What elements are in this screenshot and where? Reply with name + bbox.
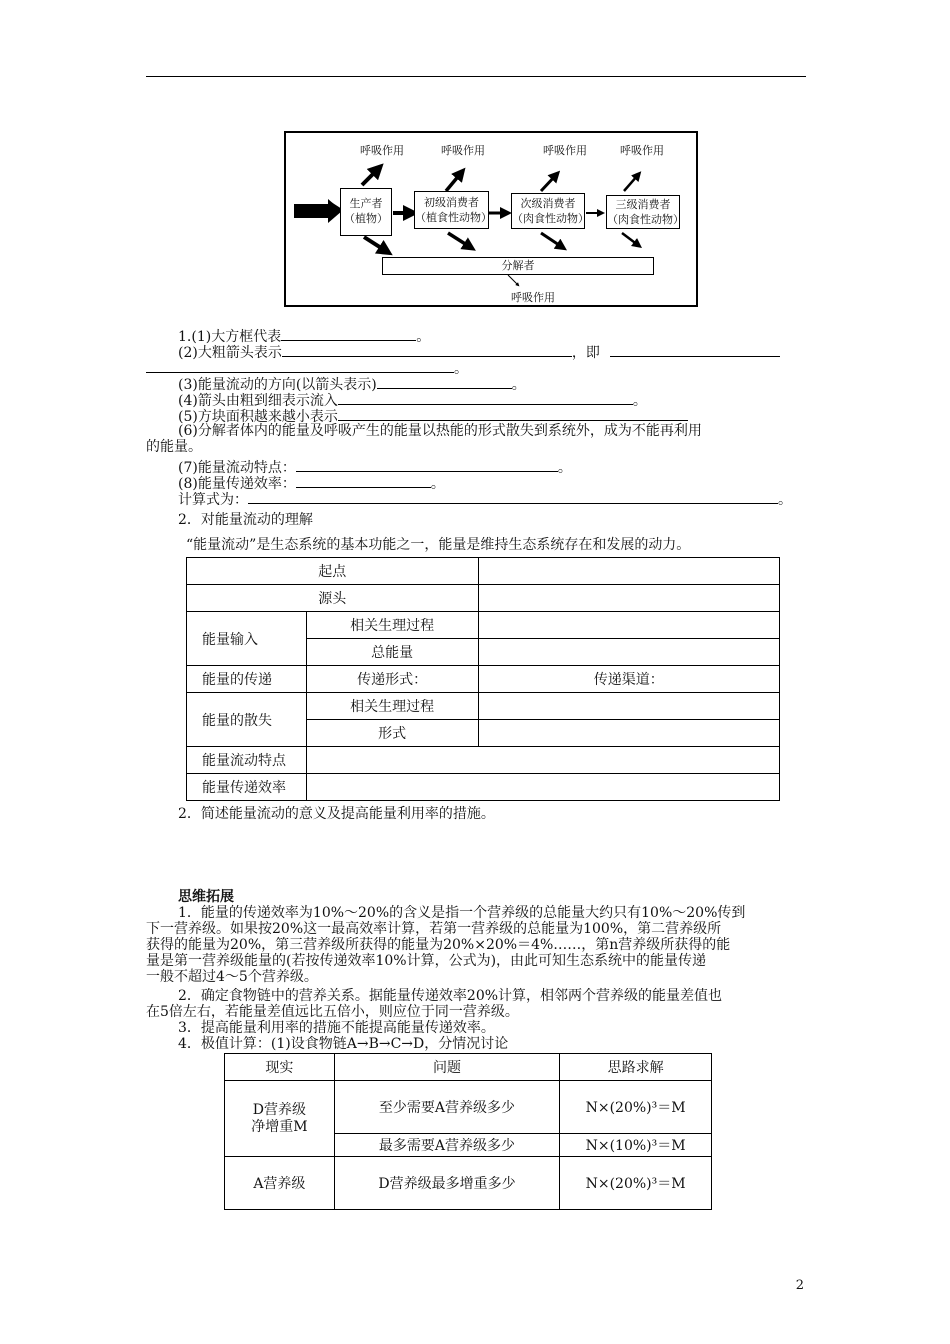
cell-channel: 传递渠道： (478, 666, 779, 693)
th-reality: 现实 (225, 1054, 335, 1081)
cell-total-answer[interactable] (478, 639, 779, 666)
primary-label: 初级消费者 (424, 196, 479, 209)
blank-2c[interactable] (146, 359, 454, 373)
q1-l3-end: 。 (511, 377, 526, 393)
cell-form: 传递形式： (306, 666, 478, 693)
ext-p1-line2: 下一营养级。如果按20%这一最高效率计算，若第一营养级的总能量为100%，第二营养级所 (146, 921, 722, 937)
producer-sub: （植物） (344, 212, 388, 225)
cell-process2: 相关生理过程 (306, 693, 478, 720)
q1-l6b-text: 的能量。 (146, 439, 202, 455)
extreme-calc-table (224, 1053, 712, 1210)
cell-yuantou: 源头 (187, 585, 479, 612)
ext-p2-line2: 在5倍左右，若能量差值远比五倍小，则应位于同一营养级。 (146, 1004, 519, 1020)
respiration-label-5: 呼吸作用 (511, 291, 555, 304)
q1-l1-end: 。 (416, 329, 431, 345)
cell-form2: 形式 (306, 720, 478, 747)
q2-after: 2．简述能量流动的意义及提高能量利用率的措施。 (178, 806, 495, 822)
respiration-label-1: 呼吸作用 (360, 144, 404, 157)
blank-4[interactable] (338, 391, 633, 405)
cell-d-level-2: 净增重M (251, 1118, 308, 1135)
ext-p2-line1: 2．确定食物链中的营养关系。据能量传递效率20%计算，相邻两个营养级的能量差值也 (178, 988, 723, 1004)
ext-p1-line1: 1．能量的传递效率为10%～20%的含义是指一个营养级的总能量大约只有10%～20%传到 (178, 905, 746, 921)
ext-p4: 4．极值计算：(1)设食物链A→B→C→D，分情况讨论 (178, 1036, 509, 1052)
cell-efficiency: 能量传递效率 (187, 774, 307, 801)
q1-l4-text: (4)箭头由粗到细表示流入 (178, 393, 338, 409)
ext-p1-line3: 获得的能量为20%，第三营养级所获得的能量为20%×20%＝4%……，第n营养级所获得的能 (146, 937, 731, 953)
primary-consumer-box (414, 191, 492, 229)
cell-input: 能量输入 (187, 612, 307, 666)
q2-intro: “能量流动”是生态系统的基本功能之一，能量是维持生态系统存在和发展的动力。 (186, 537, 691, 553)
ext-p3: 3．提高能量利用率的措施不能提高能量传递效率。 (178, 1020, 495, 1036)
secondary-label: 次级消费者 (520, 197, 576, 210)
respiration-label-2: 呼吸作用 (441, 144, 485, 157)
header-rule (146, 76, 806, 77)
decomposer-box (382, 257, 654, 275)
q1-l4-end: 。 (632, 393, 647, 409)
tertiary-sub: （肉食性动物） (607, 213, 684, 226)
primary-sub: （植食性动物） (415, 211, 492, 224)
q1-l1-text: 1.(1)大方框代表 (178, 329, 282, 345)
blank-9[interactable] (248, 490, 778, 504)
q1-line6-cont (146, 439, 202, 455)
q1-l5-text: (5)方块面积越来越小表示 (178, 409, 338, 425)
q1-l6a-text: (6)分解者体内的能量及呼吸产生的能量以热能的形式散失到系统外，成为不能再利用 (178, 423, 702, 439)
q1-l3-text: (3)能量流动的方向(以箭头表示) (178, 377, 377, 393)
cell-a-level: A营养级 (225, 1157, 335, 1210)
cell-process2-answer[interactable] (478, 693, 779, 720)
th-question: 问题 (334, 1054, 559, 1081)
page-number: 2 (795, 1278, 804, 1293)
cell-q1: 至少需要A营养级多少 (334, 1081, 559, 1134)
respiration-label-4: 呼吸作用 (620, 144, 664, 157)
q2-title: 2．对能量流动的理解 (178, 512, 313, 528)
q1-l2a-text: (2)大粗箭头表示 (178, 345, 282, 361)
tertiary-label: 三级消费者 (615, 198, 671, 211)
blank-5[interactable] (338, 407, 688, 421)
respiration-label-3: 呼吸作用 (543, 144, 587, 157)
tertiary-consumer-box (606, 195, 684, 229)
secondary-consumer-box (511, 193, 589, 229)
blank-8[interactable] (296, 474, 431, 488)
cell-s1: N×(20%)³＝M (560, 1081, 712, 1134)
cell-qidian: 起点 (187, 558, 479, 585)
cell-s3: N×(20%)³＝M (560, 1157, 712, 1210)
producer-label: 生产者 (349, 197, 383, 210)
q1-l9-text: 计算式为： (178, 492, 248, 508)
blank-2a[interactable] (282, 343, 572, 357)
energy-flow-diagram (284, 131, 698, 307)
ext-title: 思维拓展 (178, 889, 234, 905)
cell-d-level-1: D营养级 (252, 1101, 306, 1118)
cell-total: 总能量 (306, 639, 478, 666)
q1-line9 (178, 490, 792, 508)
secondary-sub: （肉食性动物） (512, 212, 589, 225)
blank-7[interactable] (296, 458, 558, 472)
q1-line6 (178, 423, 702, 439)
energy-flow-table (186, 557, 780, 801)
q1-l2b-text: ，即 (571, 345, 600, 361)
ext-p1-line4: 量是第一营养级能量的(若按传递效率10%计算，公式为)，由此可知生态系统中的能量传递 (146, 953, 707, 969)
producer-box (340, 188, 392, 236)
cell-form2-answer[interactable] (478, 720, 779, 747)
cell-qidian-answer[interactable] (478, 558, 779, 585)
cell-transfer: 能量的传递 (187, 666, 307, 693)
blank-3[interactable] (377, 375, 512, 389)
q1-l9-end: 。 (778, 492, 792, 508)
cell-process: 相关生理过程 (306, 612, 478, 639)
cell-yuantou-answer[interactable] (478, 585, 779, 612)
q1-l7-text: (7)能量流动特点： (178, 460, 296, 476)
ext-p1-line5: 一般不超过4～5个营养级。 (146, 969, 318, 985)
th-solution: 思路求解 (560, 1054, 712, 1081)
cell-feature-answer[interactable] (306, 747, 779, 774)
blank-2b[interactable] (610, 343, 780, 357)
cell-s2: N×(10%)³＝M (560, 1134, 712, 1157)
cell-q3: D营养级最多增重多少 (334, 1157, 559, 1210)
cell-d-level (225, 1081, 335, 1157)
decomposer-label: 分解者 (501, 259, 535, 272)
q1-l8-text: (8)能量传递效率： (178, 476, 296, 492)
cell-efficiency-answer[interactable] (306, 774, 779, 801)
q1-l8-end: 。 (430, 476, 445, 492)
cell-q2: 最多需要A营养级多少 (334, 1134, 559, 1157)
blank-1[interactable] (281, 327, 416, 341)
cell-loss: 能量的散失 (187, 693, 307, 747)
cell-feature: 能量流动特点 (187, 747, 307, 774)
q1-l2-end: 。 (454, 361, 468, 377)
cell-process-answer[interactable] (478, 612, 779, 639)
q1-l7-end: 。 (557, 460, 572, 476)
